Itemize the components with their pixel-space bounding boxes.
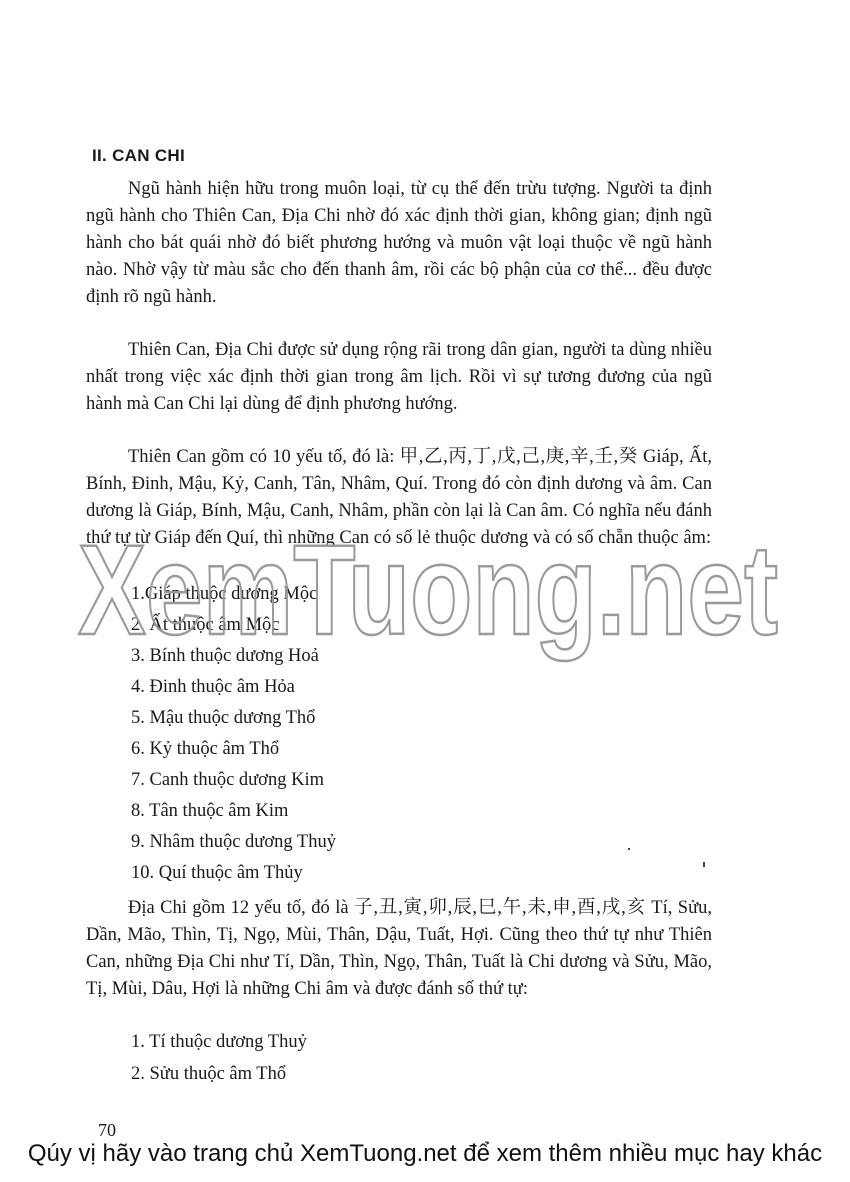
paragraph-dia-chi-text: Địa Chi gồm 12 yếu tố, đó là 子,丑,寅,卯,辰,巳,午,未,申,酉,戌,亥 Tí, Sửu, Dần, Mão, Thìn, Tị, Ngọ, Mùi, Thân, Dậu, Tuất, Hợi. Cũng theo thứ tự như Thiên Can, những Địa Chi như Tí, Dần, Thìn, Ngọ, Thân, Tuất là Chi dương và Sửu, Mão, Tị, Mùi, Dâu, Hợi là những Chi âm và được đánh số thứ tự: bbox=[86, 898, 712, 999]
scan-speck bbox=[703, 862, 705, 867]
footer-text-before: Qúy vị hãy vào trang chủ bbox=[27, 1140, 301, 1167]
can-list-item: 10. Quí thuộc âm Thủy bbox=[131, 863, 303, 883]
paragraph-usage-text: Thiên Can, Địa Chi được sử dụng rộng rãi trong dân gian, người ta dùng nhiều nhất trong việc xác định thời gian trong âm lịch. Rồi vì sự tương đương của ngũ hành mà Can Chi lại dùng để định phương hướng. bbox=[86, 340, 712, 414]
can-list-item: 7. Canh thuộc dương Kim bbox=[131, 770, 324, 790]
can-list-item: 4. Đinh thuộc âm Hỏa bbox=[131, 677, 295, 697]
can-list-item: 6. Kỷ thuộc âm Thổ bbox=[131, 739, 280, 759]
can-list-item: 3. Bính thuộc dương Hoả bbox=[131, 646, 319, 666]
paragraph-thien-can bbox=[86, 444, 712, 552]
scan-speck bbox=[628, 848, 630, 850]
section-heading: II. CAN CHI bbox=[92, 146, 186, 165]
can-list-item: 9. Nhâm thuộc dương Thuỷ bbox=[131, 832, 336, 852]
paragraph-intro bbox=[86, 176, 712, 311]
paragraph-thien-can-text: Thiên Can gồm có 10 yếu tố, đó là: 甲,乙,丙,丁,戊,己,庚,辛,壬,癸 Giáp, Ất, Bính, Đinh, Mậu, Kỷ, Canh, Tân, Nhâm, Quí. Trong đó còn định dương và âm. Can dương là Giáp, Bính, Mậu, Canh, Nhâm, phần còn lại là Can âm. Có nghĩa nếu đánh thứ tự từ Giáp đến Quí, thì những Can có số lẻ thuộc dương và có số chẵn thuộc âm: bbox=[86, 447, 712, 548]
footer-text-after: để xem thêm nhiều mục hay khác bbox=[456, 1140, 823, 1167]
paragraph-usage bbox=[86, 337, 712, 418]
can-list-item: 1.Giáp thuộc dương Mộc bbox=[131, 584, 318, 604]
can-list-item: 5. Mậu thuộc dương Thổ bbox=[131, 708, 316, 728]
footer-notice bbox=[0, 1140, 850, 1168]
paragraph-intro-text: Ngũ hành hiện hữu trong muôn loại, từ cụ thể đến trừu tượng. Người ta định ngũ hành cho Thiên Can, Địa Chi nhờ đó xác định thời gian, không gian; định ngũ hành cho bát quái nhờ đó biết phương hướng và muôn vật loại thuộc về ngũ hành nào. Nhờ vậy từ màu sắc cho đến thanh âm, rồi các bộ phận của cơ thể... đều được định rõ ngũ hành. bbox=[86, 179, 712, 307]
chi-list-item: 1. Tí thuộc dương Thuỷ bbox=[131, 1032, 307, 1052]
can-list-item: 2. Ất thuộc âm Mộc bbox=[131, 615, 280, 635]
page-number: 70 bbox=[98, 1120, 116, 1140]
watermark-text: XemTuong.net bbox=[78, 519, 778, 662]
footer-site-link[interactable]: XemTuong.net bbox=[300, 1140, 457, 1167]
can-list-item: 8. Tân thuộc âm Kim bbox=[131, 801, 289, 821]
paragraph-dia-chi bbox=[86, 895, 712, 1003]
chi-list-item: 2. Sửu thuộc âm Thổ bbox=[131, 1064, 287, 1084]
